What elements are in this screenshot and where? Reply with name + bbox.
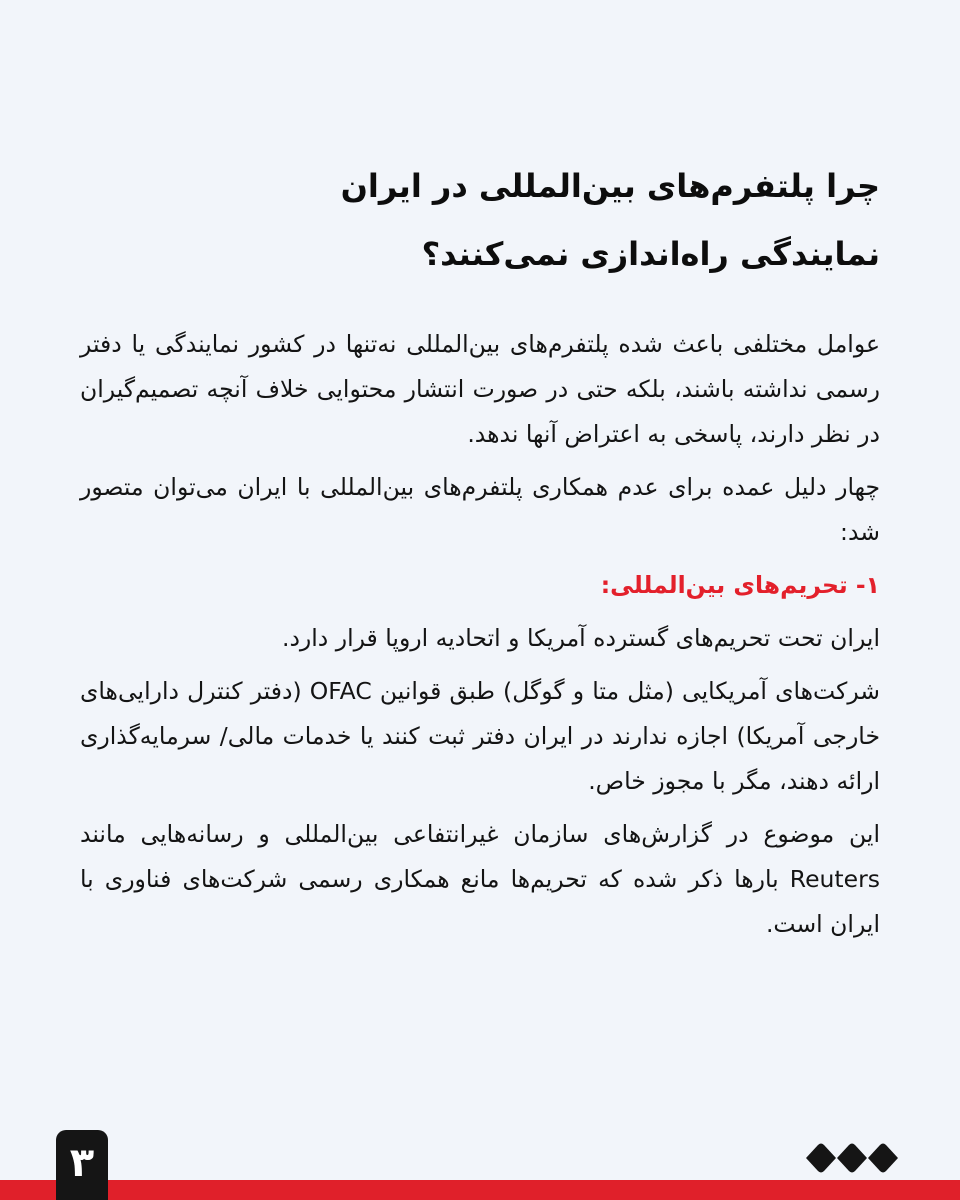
page-number: ۳ xyxy=(69,1140,95,1186)
intro-paragraph: عوامل مختلفی باعث شده پلتفرم‌های بین‌المللی نه‌تنها در کشور نمایندگی یا دفتر رسمی نداشته باشند، بلکه حتی در صورت انتشار محتوایی خلاف آنچه تصمیم‌گیران در نظر دارند، پاسخی به اعتراض آنها ندهد. xyxy=(80,330,880,448)
dot-3 xyxy=(868,1144,898,1173)
page-number-tab xyxy=(56,1130,108,1200)
title-line-1: چرا پلتفرم‌های بین‌المللی در ایران xyxy=(340,167,880,205)
dot-2 xyxy=(837,1144,867,1173)
sanctions-paragraph-3: این موضوع در گزارش‌های سازمان غیرانتفاعی بین‌المللی و رسانه‌هایی مانند Reuters بارها ذکر شده که تحریم‌ها مانع همکاری رسمی شرکت‌های فناوری با ایران است. xyxy=(80,820,880,938)
three-dots-icon[interactable] xyxy=(806,1138,898,1178)
page-title xyxy=(80,152,880,288)
dot-1 xyxy=(806,1144,836,1173)
reasons-intro-paragraph: چهار دلیل عمده برای عدم همکاری پلتفرم‌های بین‌المللی با ایران می‌توان متصور شد: xyxy=(80,473,880,546)
sanctions-paragraph-1: ایران تحت تحریم‌های گسترده آمریکا و اتحادیه اروپا قرار دارد. xyxy=(281,624,880,652)
sanctions-paragraph-2: شرکت‌های آمریکایی (مثل متا و گوگل) طبق قوانین OFAC (دفتر کنترل دارایی‌های خارجی آمریکا) اجازه ندارند در ایران دفتر ثبت کنند یا خدمات مالی/ سرمایه‌گذاری ارائه دهند، مگر با مجوز خاص. xyxy=(80,677,880,795)
footer-bar xyxy=(0,1180,960,1200)
title-line-2: نمایندگی راه‌اندازی نمی‌کنند؟ xyxy=(421,235,880,273)
article xyxy=(80,152,880,955)
section-heading-sanctions: ۱- تحریم‌های بین‌المللی: xyxy=(600,571,880,599)
